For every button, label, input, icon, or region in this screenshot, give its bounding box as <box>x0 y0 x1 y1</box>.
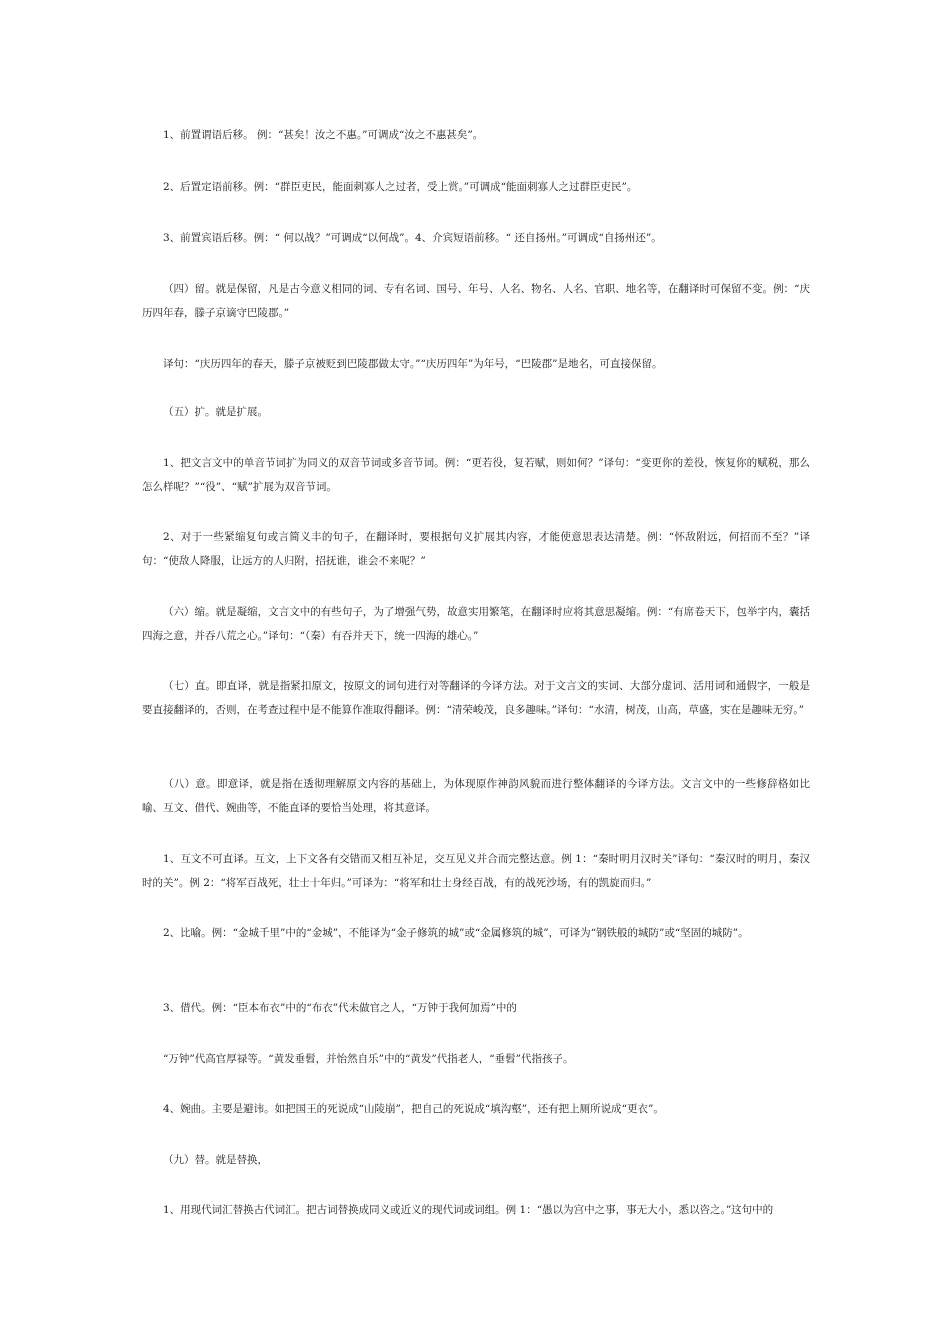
paragraph-free-euphemism: 4、婉曲。主要是避讳。如把国王的死说成“山陵崩”，把自己的死说成“填沟壑”，还有把上厕所说成“更衣”。 <box>163 1103 664 1115</box>
paragraph-expand-monosyllable: 1、把文言文中的单音节词扩为同义的双音节词或多音节词。例：“更若役，复若赋，则如何？”译句：“变更你的差役，恢复你的赋税，那么怎么样呢？”“役”、“赋”扩展为双音节词。 <box>142 457 810 493</box>
paragraph-object-postpose: 3、前置宾语后移。例：“ 何以战？”可调成“以何战”。4、介宾短语前移。“ 还自扬州。”可调成“自扬州还”。 <box>163 232 662 244</box>
paragraph-free-metaphor: 2、比喻。例：“金城千里”中的“金城”，不能译为“金子修筑的城”或“金属修筑的城”，可译为“钢铁般的城防”或“坚固的城防”。 <box>163 927 749 939</box>
paragraph-section-free: （八）意。即意译，就是指在透彻理解原文内容的基础上，为体现原作神韵风貌而进行整体翻译的今译方法。文言文中的一些修辞格如比喻、互文、借代、婉曲等，不能直译的要恰当处理，将其意译。 <box>142 778 810 814</box>
paragraph-section-literal: （七）直。即直译，就是指紧扣原文，按原文的词句进行对等翻译的今译方法。对于文言文的实词、大部分虚词、活用词和通假字，一般是要直接翻译的，否则，在考查过程中是不能算作准取得翻译。例：“清荣峻茂，良多趣味。”译句：“水清，树茂，山高，草盛，实在是趣味无穷。” <box>142 680 810 716</box>
paragraph-attribute-prepose: 2、后置定语前移。例：“群臣吏民，能面刺寡人之过者，受上赏。”可调成“能面刺寡人之过群臣吏民”。 <box>163 181 638 193</box>
paragraph-replace-modern: 1、用现代词汇替换古代词汇。把古词替换成同义或近义的现代词或词组。例 1：“愚以为宫中之事，事无大小，悉以咨之。”这句中的 <box>163 1204 774 1216</box>
paragraph-section-expand: （五）扩。就是扩展。 <box>163 406 268 418</box>
paragraph-predicate-postpose: 1、前置谓语后移。 例：“甚矣！汝之不惠。”可调成“汝之不惠甚矣”。 <box>163 129 484 141</box>
paragraph-free-intertext: 1、互文不可直译。互文，上下文各有交错而又相互补足，交互见义并合而完整达意。例 1：“秦时明月汉时关”译句：“秦汉时的明月，秦汉时的关”。例 2：“将军百战死，壮士十年归。”可译为：“将军和壮士身经百战，有的战死沙场，有的凯旋而归。” <box>142 853 810 889</box>
paragraph-free-metonymy-cont: “万钟”代高官厚禄等。“黄发垂髫，并怡然自乐”中的“黄发”代指老人，“垂髫”代指孩子。 <box>163 1053 574 1065</box>
document-page <box>142 0 810 1344</box>
paragraph-section-retain: （四）留。就是保留，凡是古今意义相同的词、专有名词、国号、年号、人名、物名、人名、官职、地名等，在翻译时可保留不变。例：“庆历四年春，滕子京谪守巴陵郡。” <box>142 283 810 319</box>
paragraph-retain-translation: 译句：“庆历四年的春天，滕子京被贬到巴陵郡做太守。”“庆历四年”为年号，“巴陵郡”是地名，可直接保留。 <box>163 358 663 370</box>
paragraph-free-metonymy: 3、借代。例：“臣本布衣”中的“布衣”代未做官之人，“万钟于我何加焉”中的 <box>163 1002 517 1014</box>
paragraph-expand-compressed: 2、对于一些紧缩复句或言简义丰的句子，在翻译时，要根据句义扩展其内容，才能使意思表达清楚。例：“怀敌附远，何招而不至？”译句：“使敌人降服，让远方的人归附，招抚谁，谁会不来呢？” <box>142 531 810 567</box>
paragraph-section-replace: （九）替。就是替换， <box>163 1154 268 1166</box>
paragraph-section-condense: （六）缩。就是凝缩，文言文中的有些句子，为了增强气势，故意实用繁笔，在翻译时应将其意思凝缩。例：“有席卷天下，包举宇内，囊括四海之意，并吞八荒之心。”译句：“（秦）有吞并天下，统一四海的雄心。” <box>142 606 810 642</box>
